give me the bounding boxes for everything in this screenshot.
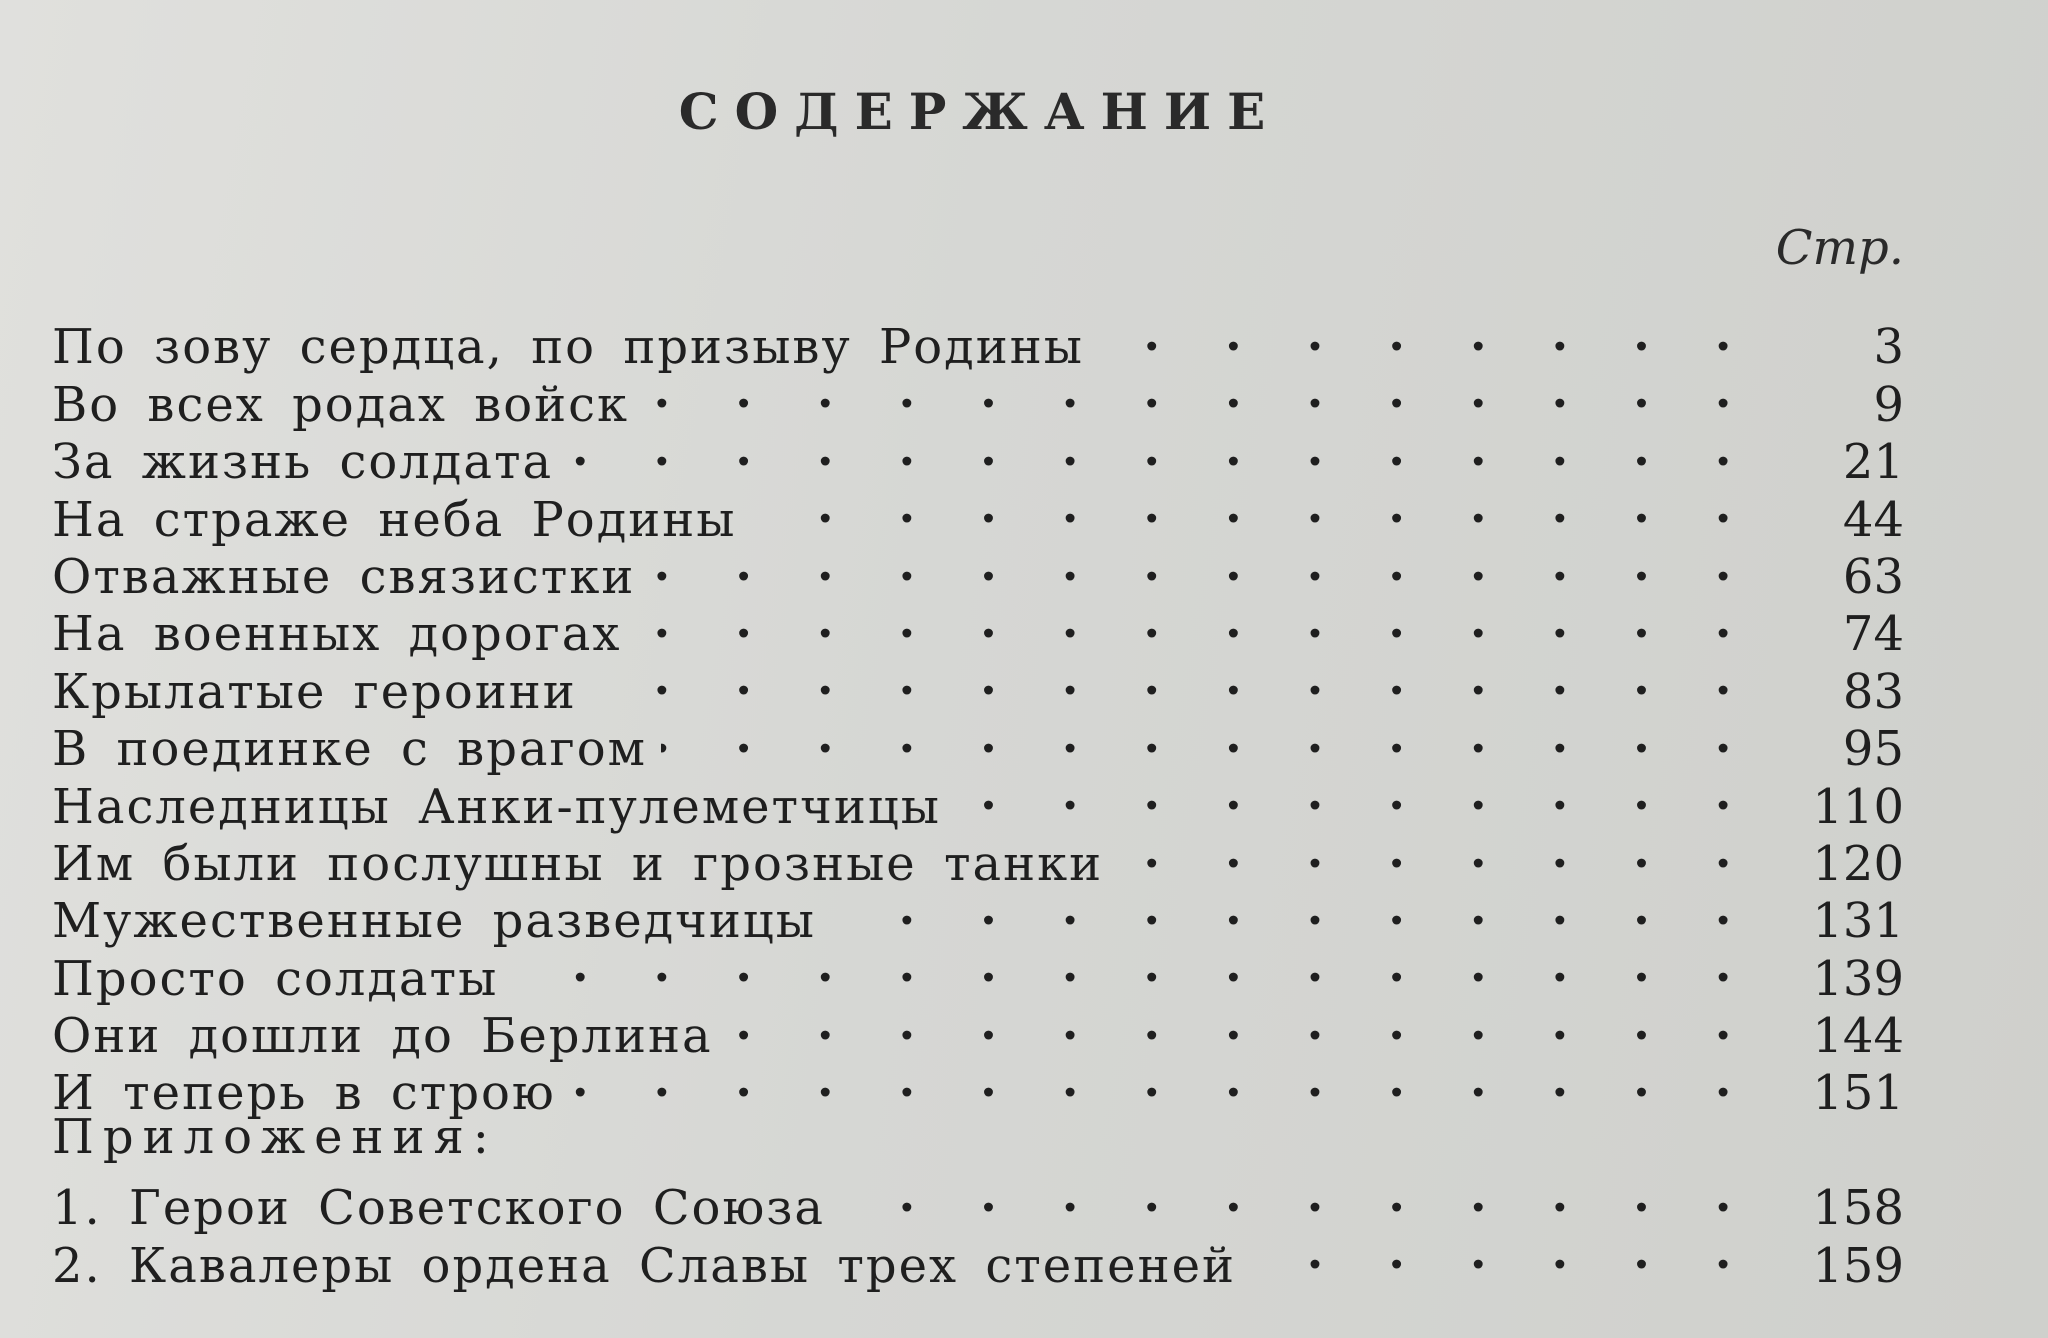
- dot-leader: [643, 363, 1742, 420]
- dot-leader: [955, 765, 1742, 822]
- toc-entry-page: 110: [1812, 778, 1904, 835]
- toc-entry: [52, 880, 1904, 950]
- toc-entry-page: 95: [1842, 721, 1904, 778]
- toc-entry-page: 44: [1842, 491, 1904, 548]
- toc-entry: [52, 937, 1904, 1007]
- toc-entry-title: По зову сердца, по призыву Родины: [52, 319, 1084, 376]
- toc-entry-title: На страже неба Родины: [52, 491, 737, 548]
- appendix-heading: Приложения:: [52, 1109, 498, 1166]
- dot-leader: [1098, 306, 1742, 363]
- table-of-contents: [52, 306, 1904, 1294]
- toc-entry: [52, 650, 1904, 720]
- toc-entry-page: 21: [1842, 434, 1904, 491]
- toc-entry-page: 158: [1812, 1180, 1904, 1237]
- toc-entry: [52, 478, 1904, 548]
- dot-leader: [839, 1167, 1742, 1224]
- toc-entry: [52, 306, 1904, 376]
- dot-leader: [636, 593, 1743, 650]
- toc-entry-title: За жизнь солдата: [52, 434, 554, 491]
- toc-entry: [52, 765, 1904, 835]
- toc-entry-page: 159: [1812, 1237, 1904, 1294]
- toc-entry: [52, 708, 1904, 778]
- toc-entry: [52, 823, 1904, 892]
- toc-entry-page: 139: [1812, 950, 1904, 1007]
- toc-entry: [52, 363, 1904, 433]
- toc-entry-title: Им были послушны и грозные танки: [52, 835, 1104, 892]
- toc-entry-page: 74: [1842, 606, 1904, 663]
- toc-entry-title: На военных дорогах: [52, 606, 622, 663]
- toc-entry: [52, 1224, 1904, 1294]
- toc-entry: [52, 1052, 1904, 1122]
- dot-leader: [512, 937, 1742, 994]
- page-column-header: Стр.: [1775, 220, 1904, 276]
- dot-leader: [570, 1052, 1742, 1109]
- toc-entry: [52, 995, 1904, 1065]
- appendix-heading-row: [52, 1109, 1904, 1166]
- toc-entry-page: 3: [1873, 319, 1904, 376]
- toc-entry-page: 144: [1812, 1008, 1904, 1065]
- page-title: СОДЕРЖАНИЕ: [678, 82, 1282, 141]
- toc-entry: [52, 1167, 1904, 1237]
- toc-entry-title: Наследницы Анки-пулеметчицы: [52, 778, 941, 835]
- toc-entry-title: Они дошли до Берлина: [52, 1008, 713, 1065]
- toc-entry-title: Крылатые героини: [52, 663, 577, 720]
- toc-entry-page: 120: [1812, 835, 1904, 892]
- toc-entry-title: Отважные связистки: [52, 548, 636, 605]
- toc-entry-page: 151: [1812, 1065, 1904, 1122]
- toc-entry: [52, 421, 1904, 491]
- toc-entry-title: Мужественные разведчицы: [52, 893, 816, 950]
- dot-leader: [750, 478, 1742, 535]
- toc-entry-title: В поединке с врагом: [52, 721, 647, 778]
- dot-leader: [727, 995, 1742, 1052]
- dot-leader: [567, 421, 1742, 478]
- dot-leader: [649, 536, 1742, 593]
- toc-entry: [52, 536, 1904, 605]
- toc-entry-title: И теперь в строю: [52, 1065, 556, 1122]
- dot-leader: [591, 650, 1742, 707]
- toc-entry-page: 83: [1842, 663, 1904, 720]
- toc-entry-page: 131: [1812, 893, 1904, 950]
- toc-entry-page: 9: [1873, 376, 1904, 433]
- dot-leader: [1117, 823, 1742, 880]
- dot-leader: [1250, 1224, 1742, 1281]
- toc-entry-title: 2. Кавалеры ордена Славы трех степеней: [52, 1237, 1236, 1294]
- dot-leader: [830, 880, 1742, 937]
- toc-entry-title: Во всех родах войск: [52, 376, 629, 433]
- dot-leader: [661, 708, 1742, 765]
- toc-entry-title: Просто солдаты: [52, 950, 499, 1007]
- toc-entry: [52, 593, 1904, 663]
- toc-entry-page: 63: [1842, 548, 1904, 605]
- toc-entry-title: 1. Герои Советского Союза: [52, 1180, 826, 1237]
